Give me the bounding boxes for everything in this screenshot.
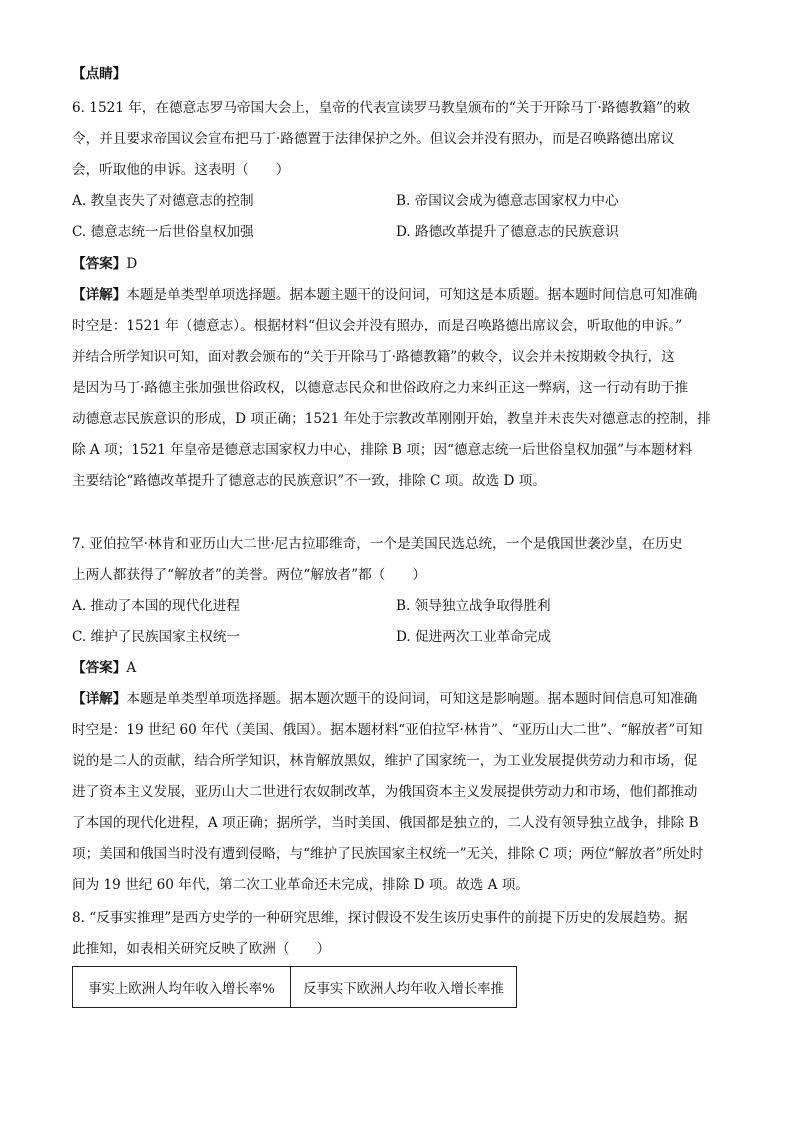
q8-stem-line-1: 8. “反事实推理”是西方史学的一种研究思维，探讨假设不发生该历史事件的前提下历史的发展趋势。据 — [72, 910, 688, 926]
q7-answer-value: A — [126, 660, 137, 676]
table-header-row — [73, 967, 517, 1008]
q6-explain-line-3: 并结合所学知识可知，面对教会颁布的“关于开除马丁·路德教籍”的敕令，议会并未按期敕令执行，这 — [72, 349, 675, 365]
q6-explain-label: 【详解】 — [72, 287, 127, 303]
q7-option-c: C. 维护了民族国家主权统一 — [72, 629, 241, 645]
q7-explain-line-3: 说的是二人的贡献，结合所学知识，林肯解放黑奴，维护了国家统一，为工业发展提供劳动力和市场，促 — [72, 753, 698, 769]
q6-stem-line-1: 6. 1521 年，在德意志罗马帝国大会上，皇帝的代表宣读罗马教皇颁布的“关于开除马丁·路德教籍”的敕 — [72, 100, 691, 116]
q6-answer-value: D — [126, 256, 138, 272]
q6-stem-line-2: 令，并且要求帝国议会宣布把马丁·路德置于法律保护之外。但议会并没有照办，而是召唤路德出席议 — [72, 131, 675, 147]
q7-explain-line-7: 间为 19 世纪 60 年代，第二次工业革命还未完成，排除 D 项。故选 A 项。 — [72, 877, 529, 893]
q6-explain-line-6: 除 A 项；1521 年皇帝是德意志国家权力中心，排除 B 项；因“德意志统一后世俗皇权加强”与本题材料 — [72, 442, 693, 458]
q7-explain-line-1: 【详解】本题是单类型单项选择题。据本题次题干的设问词，可知这是影响题。据本题时间信息可知准确 — [72, 691, 698, 707]
dianjing-heading: 【点睛】 — [72, 66, 127, 82]
q6-answer-line — [72, 254, 732, 274]
q7-answer-label: 【答案】 — [72, 660, 127, 676]
q6-explain-line-5: 动德意志民族意识的形成，D 项正确；1521 年处于宗教改革刚刚开始，教皇并未丧失对德意志的控制，排 — [72, 411, 711, 427]
q6-explain-line-4: 是因为马丁·路德主张加强世俗政权，以德意志民众和世俗政府之力来纠正这一弊病，这一行动有助于推 — [72, 380, 689, 396]
q7-explain-line-2: 时空是：19 世纪 60 年代（美国、俄国）。据本题材料“亚伯拉罕·林肯”、“亚历山大二世”、“解放者”可知 — [72, 722, 703, 738]
table-header-cell: 事实上欧洲人均年收入增长率% — [73, 967, 291, 1008]
q8-stem-line-2: 此推知，如表相关研究反映了欧洲（ ） — [72, 941, 331, 957]
q6-stem-line-3: 会，听取他的申诉。这表明（ ） — [72, 162, 290, 178]
table-header-cell: 反事实下欧洲人均年收入增长率推 — [291, 967, 517, 1008]
q7-option-b: B. 领导独立战争取得胜利 — [396, 598, 551, 614]
q7-explain-line-4: 进了资本主义发展，亚历山大二世进行农奴制改革，为俄国资本主义发展提供劳动力和市场，他们都推动 — [72, 784, 698, 800]
q7-answer-line — [72, 658, 732, 678]
q7-stem-line-2: 上两人都获得了“解放者”的美誉。两位“解放者”都（ ） — [72, 567, 427, 583]
q6-explain-line-7: 主要结论“路德改革提升了德意志的民族意识”不一致，排除 C 项。故选 D 项。 — [72, 473, 546, 489]
q8-data-table — [72, 966, 517, 1008]
q7-stem-line-1: 7. 亚伯拉罕·林肯和亚历山大二世·尼古拉耶维奇，一个是美国民选总统，一个是俄国世袭沙皇，在历史 — [72, 536, 683, 552]
q6-option-a: A. 教皇丧失了对德意志的控制 — [72, 193, 254, 209]
q6-answer-label: 【答案】 — [72, 256, 127, 272]
q7-explain-line-6: 项；美国和俄国当时没有遭到侵略，与“维护了民族国家主权统一”无关，排除 C 项；两位“解放者”所处时 — [72, 846, 704, 862]
q6-option-b: B. 帝国议会成为德意志国家权力中心 — [396, 193, 619, 209]
q7-explain-label: 【详解】 — [72, 691, 127, 707]
q7-option-d: D. 促进两次工业革命完成 — [396, 629, 551, 645]
q7-option-a: A. 推动了本国的现代化进程 — [72, 598, 240, 614]
q6-explain-line-1: 【详解】本题是单类型单项选择题。据本题主题干的设问词，可知这是本质题。据本题时间信息可知准确 — [72, 287, 698, 303]
q6-explain-line-2: 时空是：1521 年（德意志）。根据材料“但议会并没有照办，而是召唤路德出席议会，听取他的申诉。” — [72, 318, 683, 334]
q6-option-d: D. 路德改革提升了德意志的民族意识 — [396, 224, 619, 240]
q6-option-c: C. 德意志统一后世俗皇权加强 — [72, 224, 254, 240]
q7-explain-line-5: 了本国的现代化进程，A 项正确；据所学，当时美国、俄国都是独立的，二人没有领导独立战争，排除 B — [72, 815, 699, 831]
